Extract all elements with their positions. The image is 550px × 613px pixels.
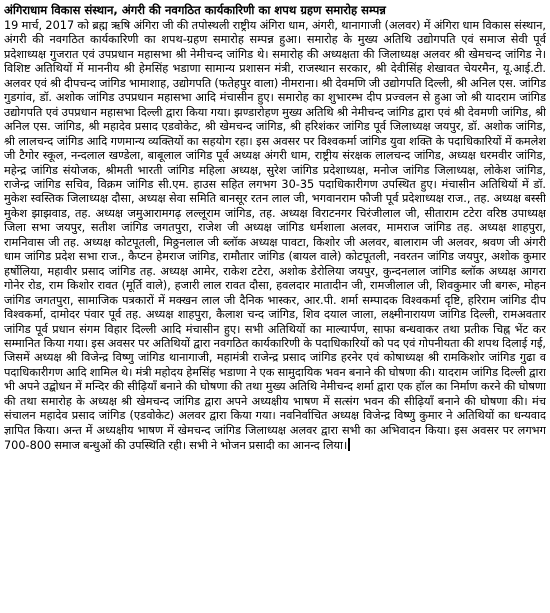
text-cursor bbox=[348, 438, 350, 451]
article-headline: अंगिराधाम विकास संस्थान, अंगरी की नवगठित कार्यकारिणी का शपथ ग्रहण समारोह सम्पन्न bbox=[4, 3, 386, 17]
article bbox=[4, 3, 546, 609]
article-body bbox=[4, 19, 546, 454]
article-body-text: 19 मार्च, 2017 को ब्रह्म ऋषि अंगिरा जी की तपोस्थली राष्ट्रीय अंगिरा धाम, अंगरी, थानागाजी (अलवर) में अंगिरा धाम विकास संस्थान, अंगरी की नवगठित कार्यकारिणी का शपथ-ग्रहण समारोह सम्पन्न हुआ। समारोह के मुख्य अतिथि उद्योगपति एवं समाज सेवी पूर्व प्रदेशाध्यक्ष गुजरात एवं उपप्रधान महासभा श्री नेमीचन्द जांगिड थे। समारोह की अध्यक्षता की जिलाध्यक्ष अलवर श्री खेमचन्द जांगिड ने। विशिष्ट अतिथियों में माननीय श्री हेमसिंह भडाणा सामान्य प्रशासन मंत्री, राजस्थान सरकार, श्री देवीसिंह शेखावत चेयरमैन, यू.आई.टी. अलवर एवं श्री दीपचन्द जांगिड भामाशाह, उद्योगपति (फतेहपुर वाला) नीमराना। श्री देवमणि जी उद्योगपति दिल्ली, श्री अनिल एस. जांगिड गुडगांव, डॉ. अशोक जांगिड उपप्रधान महासभा आदि मंचासीन हुए। समारोह का शुभारम्भ दीप प्रज्वलन से हुआ जो श्री यादराम जांगिड उद्योगपति एवं उपप्रधान महासभा दिल्ली द्वारा किया गया। झण्डारोहण मुख्य अतिथि श्री नेमीचन्द जांगिड द्वारा एवं श्री देवमणी जांगिड, श्री अनिल एस. जांगिड, श्री महादेव प्रसाद एडवोकेट, श्री खेमचन्द जांगिड, श्री हरिशंकर जांगिड पूर्व जिलाध्यक्ष जयपुर, डॉ. अशोक जांगिड, श्री लालचन्द जांगिड आदि गणमान्य व्यक्तियों का सहयोग रहा। इस अवसर पर विश्वकर्मा जांगिड युवा शक्ति के पदाधिकारियों में कमलेश जी टैगोर स्कूल, नन्दलाल खण्डेला, बाबूलाल जांगिड पूर्व अध्यक्ष अंगरी धाम, राष्ट्रीय संरक्षक लालचन्द जांगिड, अध्यक्ष धरमवीर जांगिड, महेन्द्र जांगिड संयोजक, श्रीमती भारती जांगिड महिला अध्यक्ष, सुरेश जांगिड प्रदेशाध्यक्ष, मनोज जांगिड जिलाध्यक्ष, लोकेश जांगिड, राजेन्द्र जांगिड सचिव, विक्रम जांगिड सी.एम. हाउस सहित लगभग 30-35 पदाधिकारीगण उपस्थित हुए। मंचासीन अतिथियों में डॉ. मुकेश स्वस्तिक जिलाध्यक्ष दौसा, अध्यक्ष सेवा समिति बानसूर रतन लाल जी, भगवानराम फौजी पूर्व प्रदेशाध्यक्ष राज., तह. अध्यक्ष बस्सी मुकेश झाझवाड, तह. अध्यक्ष जमुआरामगढ़ लल्लूराम जांगिड, तह. अध्यक्ष विराटनगर चिरंजीलाल जी, सीताराम टटेरा वरिष्ठ उपाध्यक्ष जिला सभा जयपुर, सतीश जांगिड जगतपुरा, राजेश जी अध्यक्ष जांगिड धर्मशाला अलवर, मामराज जांगिड तह. अध्यक्ष शाहपुरा, रामनिवास जी तह. अध्यक्ष कोटपूतली, मिठ्ठनलाल जी ब्लॉक अध्यक्ष पावटा, किशोर जी अलवर, बालाराम जी अलवर, श्रवण जी अंगरी धाम जांगिड प्रदेश सभा राज., कैप्टन हेमराज जांगिड, रामौतार जांगिड (बायल वाले) कोटपूतली, नवरतन जांगिड जयपुर, अशोक कुमार हर्षोलिया, महावीर प्रसाद जांगिड तह. अध्यक्ष आमेर, राकेश टटेरा, अशोक डेरोलिया जयपुर, कुन्दनलाल जांगिड ब्लॉक अध्यक्ष आगरा गोनेर रोड, राम किशोर रावत (मूर्ति वाले), हजारी लाल रावत दौसा, हवलदार मातादीन जी, रामजीलाल जी, शिवकुमार जी बगरू, मोहन जांगिड जगतपुरा, सामाजिक पत्रकारों में मक्खन लाल जी दैनिक भास्कर, आर.पी. शर्मा सम्पादक विश्वकर्मा दृष्टि, हरिराम जांगिड दीप विश्वकर्मा, दामोदर पंवार पूर्व तह. अध्यक्ष शाहपुरा, कैलाश चन्द जांगिड, शिव दयाल जाला, लक्ष्मीनारायण जांगिड दिल्ली, रामअवतार जांगिड पूर्व प्रधान संगम विहार दिल्ली आदि मंचासीन हुए। सभी अतिथियों का माल्यार्पण, साफा बन्धवाकर तथा प्रतीक चिह्न भेंट कर सम्मानित किया गया। इस अवसर पर अतिथियों द्वारा नवगठित कार्यकारिणी के पदाधिकारियों को पद एवं गोपनीयता की शपथ दिलाई गई, जिसमें अध्यक्ष श्री विजेन्द्र विष्णु जांगिड थानागाजी, महामंत्री राजेन्द्र प्रसाद जांगिड हरनेर एवं कोषाध्यक्ष श्री रामकिशोर जांगिड गुढा व पदाधिकारीगण आदि शामिल थे। मंत्री महोदय हेमसिंह भडाणा ने एक सामुदायिक भवन बनाने की घोषणा की। यादराम जांगिड दिल्ली द्वारा भी अपने उद्बोधन में मन्दिर की सीढ़ियाँ बनाने की घोषणा की तथा मुख्य अतिथि नेमीचन्द शर्मा द्वारा एक हॉल का निर्माण करने की घोषणा की तथा समारोह के अध्यक्ष श्री खेमचन्द जांगिड द्वारा अपने अध्यक्षीय भाषण में सत्संग भवन की सीढ़ियाँ बनाने की घोषणा की। मंच संचालन महादेव प्रसाद जांगिड (एडवोकेट) अलवर द्वारा किया गया। नवनिर्वाचित अध्यक्ष विजेन्द्र विष्णु कुमार ने अतिथियों का धन्यवाद ज्ञापित किया। अन्त में अध्यक्षीय भाषण में खेमचन्द जांगिड जिलाध्यक्ष अलवर द्वारा सभी का अभिवादन किया। इस अवसर पर लगभग 700-800 समाज बन्धुओं की उपस्थिति रही। सभी ने भोजन प्रसादी का आनन्द लिया। bbox=[4, 19, 546, 453]
